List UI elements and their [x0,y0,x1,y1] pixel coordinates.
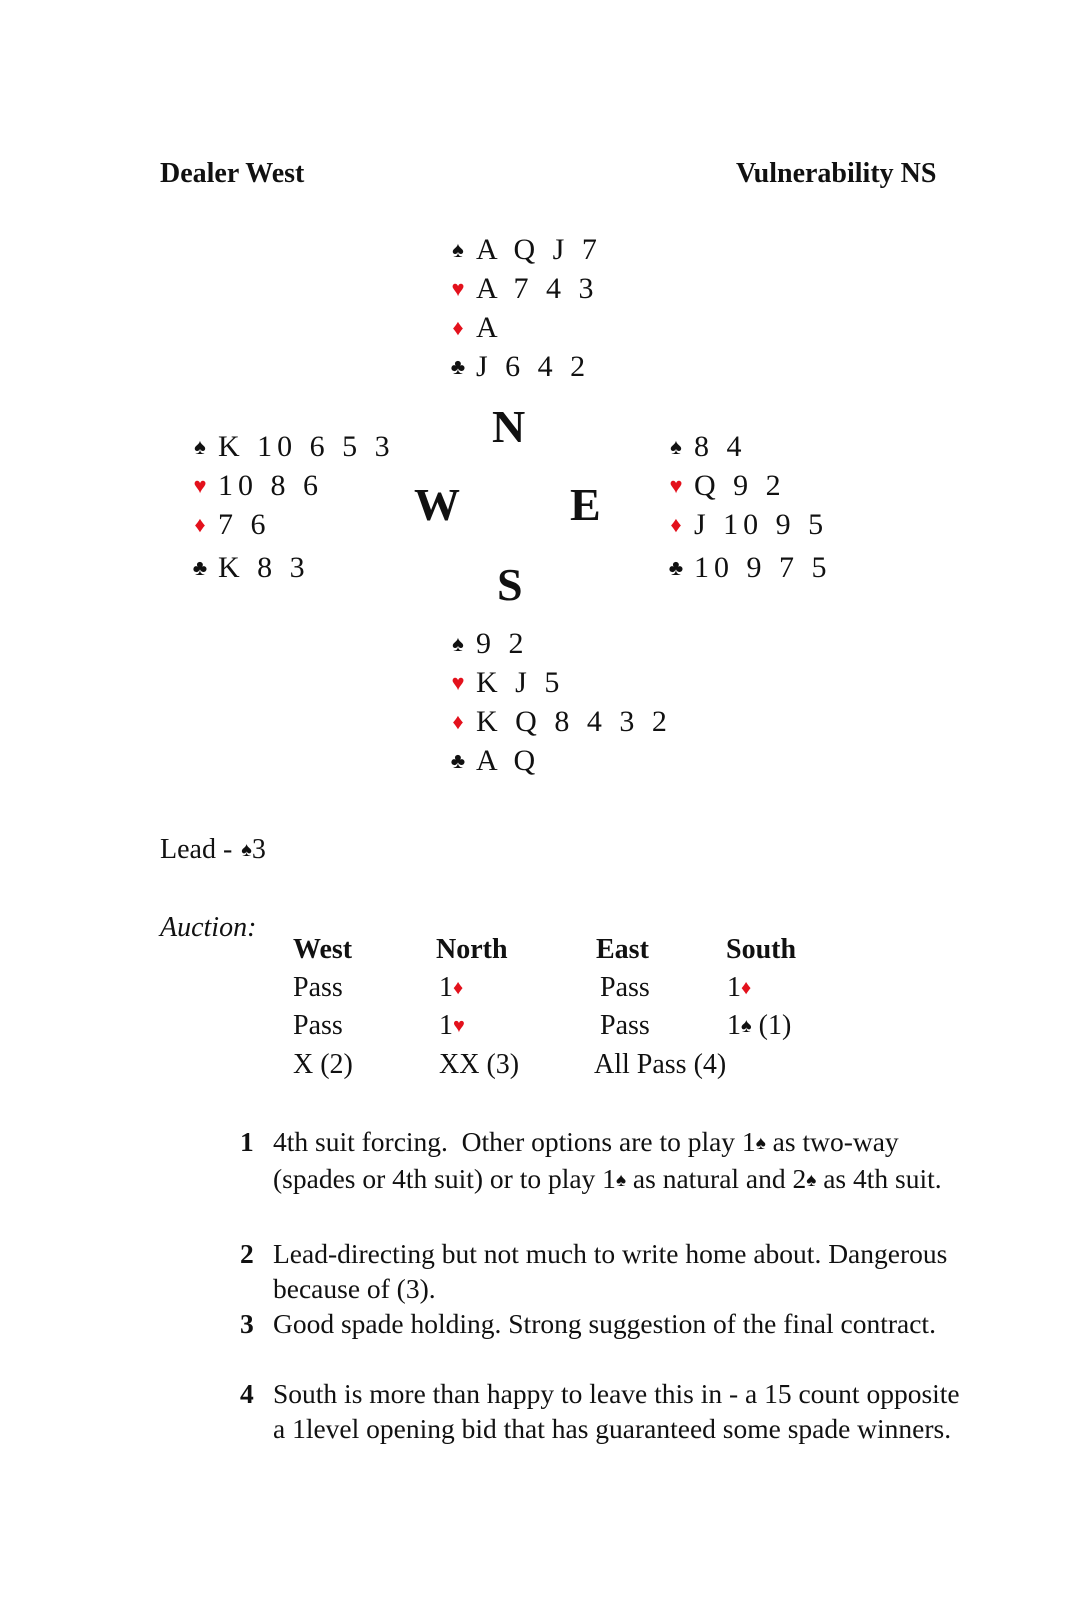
heart-icon: ♥ [451,670,465,695]
club-icon: ♣ [450,748,466,773]
west-diamonds [182,505,395,544]
south-heart-cards: K J 5 [476,666,565,699]
bid-level: 1 [439,972,453,1003]
east-hand [658,427,832,587]
bid-south-2 [727,1010,791,1042]
north-diamonds [440,308,602,347]
bid-west-3: X (2) [293,1049,353,1080]
west-hand [182,427,395,587]
east-heart-cards: Q 9 2 [694,469,786,502]
north-heart-cards: A 7 4 3 [476,272,599,305]
compass-south: S [497,559,523,610]
spade-icon: ♠ [755,1133,766,1154]
spade-icon: ♠ [670,434,682,459]
opening-lead [160,834,266,866]
east-hearts [658,466,832,505]
south-diamond-cards: K Q 8 4 3 2 [476,705,672,738]
east-diamond-cards: J 10 9 5 [694,508,829,541]
note-text-part: as two-way (spades or 4th suit) or to play 1 [273,1126,906,1194]
club-icon: ♣ [192,555,208,580]
west-spades [182,427,395,466]
bid-east-2: Pass [600,1010,650,1041]
bid-west-1: Pass [293,972,343,1003]
spade-icon: ♠ [741,1015,752,1037]
note-text: South is more than happy to leave this in - a 15 count opposite a 1level opening bid that has guaranteed some spade winners. [273,1378,960,1444]
west-hearts [182,466,395,505]
bid-north-2 [439,1010,465,1042]
diamond-icon: ♦ [453,977,464,999]
heart-icon: ♥ [193,473,207,498]
note-1 [240,1124,960,1198]
note-4 [240,1376,960,1446]
south-diamonds [440,702,672,741]
spade-icon: ♠ [615,1170,627,1191]
bid-note-ref: (1) [751,1010,792,1041]
bid-north-1 [439,972,463,1004]
west-heart-cards: 10 8 6 [218,469,323,502]
note-number: 4 [240,1378,254,1409]
spade-icon: ♠ [452,237,464,262]
club-icon: ♣ [668,555,684,580]
note-3 [240,1306,960,1341]
bid-west-2: Pass [293,1010,343,1041]
dealer-label: Dealer West [160,158,305,189]
compass-east: E [570,479,601,530]
auction-header-west: West [293,934,353,965]
south-clubs [440,741,672,780]
west-club-cards: K 8 3 [218,551,310,584]
south-spade-cards: 9 2 [476,627,529,660]
bid-level: 1 [727,1010,741,1041]
diamond-icon: ♦ [670,512,682,537]
north-hearts [440,269,602,308]
note-2 [240,1236,960,1306]
note-number: 2 [240,1238,254,1269]
note-text: Lead-directing but not much to write home about. Dangerous because of (3). [273,1238,948,1304]
club-icon: ♣ [450,354,466,379]
spade-icon: ♠ [241,839,252,861]
spade-icon: ♠ [806,1170,817,1191]
south-spades [440,624,672,663]
diamond-icon: ♦ [194,512,206,537]
note-text-part: 4th suit forcing. Other options are to play 1 [273,1126,756,1157]
note-text-part: as natural and 2 [626,1163,807,1194]
heart-icon: ♥ [669,473,683,498]
west-diamond-cards: 7 6 [218,508,271,541]
bid-level: 1 [727,972,741,1003]
south-hearts [440,663,672,702]
bid-north-3: XX (3) [439,1049,520,1080]
north-clubs [440,347,602,386]
north-hand [440,230,602,386]
bid-level: 1 [439,1010,453,1041]
auction-header-east: East [596,934,649,965]
heart-icon: ♥ [451,276,465,301]
north-spade-cards: A Q J 7 [476,233,602,266]
bid-south-1 [727,972,751,1004]
lead-card: 3 [251,834,266,865]
west-clubs [182,548,395,587]
east-spade-cards: 8 4 [694,430,747,463]
auction-header-south: South [726,934,797,965]
note-text [273,1124,960,1198]
lead-label: Lead - [160,834,240,865]
bid-east-1: Pass [600,972,650,1003]
diamond-icon: ♦ [452,709,464,734]
south-hand [440,624,672,780]
vulnerability-label: Vulnerability NS [736,158,937,189]
heart-icon: ♥ [453,1015,465,1037]
east-spades [658,427,832,466]
east-clubs [658,548,832,587]
north-spades [440,230,602,269]
east-diamonds [658,505,832,544]
note-text: Good spade holding. Strong suggestion of the final contract. [273,1308,936,1339]
compass-north: N [492,401,526,452]
note-text-part: as 4th suit. [816,1163,942,1194]
note-number: 3 [240,1308,254,1339]
bid-east-3: All Pass (4) [594,1049,727,1080]
south-club-cards: A Q [476,744,541,777]
compass-west: W [414,479,460,530]
auction-header-north: North [436,934,508,965]
north-diamond-cards: A [476,311,503,344]
diamond-icon: ♦ [741,977,752,999]
west-spade-cards: K 10 6 5 3 [218,430,395,463]
east-club-cards: 10 9 7 5 [694,551,832,584]
note-number: 1 [240,1126,254,1157]
north-club-cards: J 6 4 2 [476,350,591,383]
spade-icon: ♠ [452,631,464,656]
diamond-icon: ♦ [452,315,464,340]
auction-title: Auction: [160,912,257,943]
spade-icon: ♠ [194,434,206,459]
